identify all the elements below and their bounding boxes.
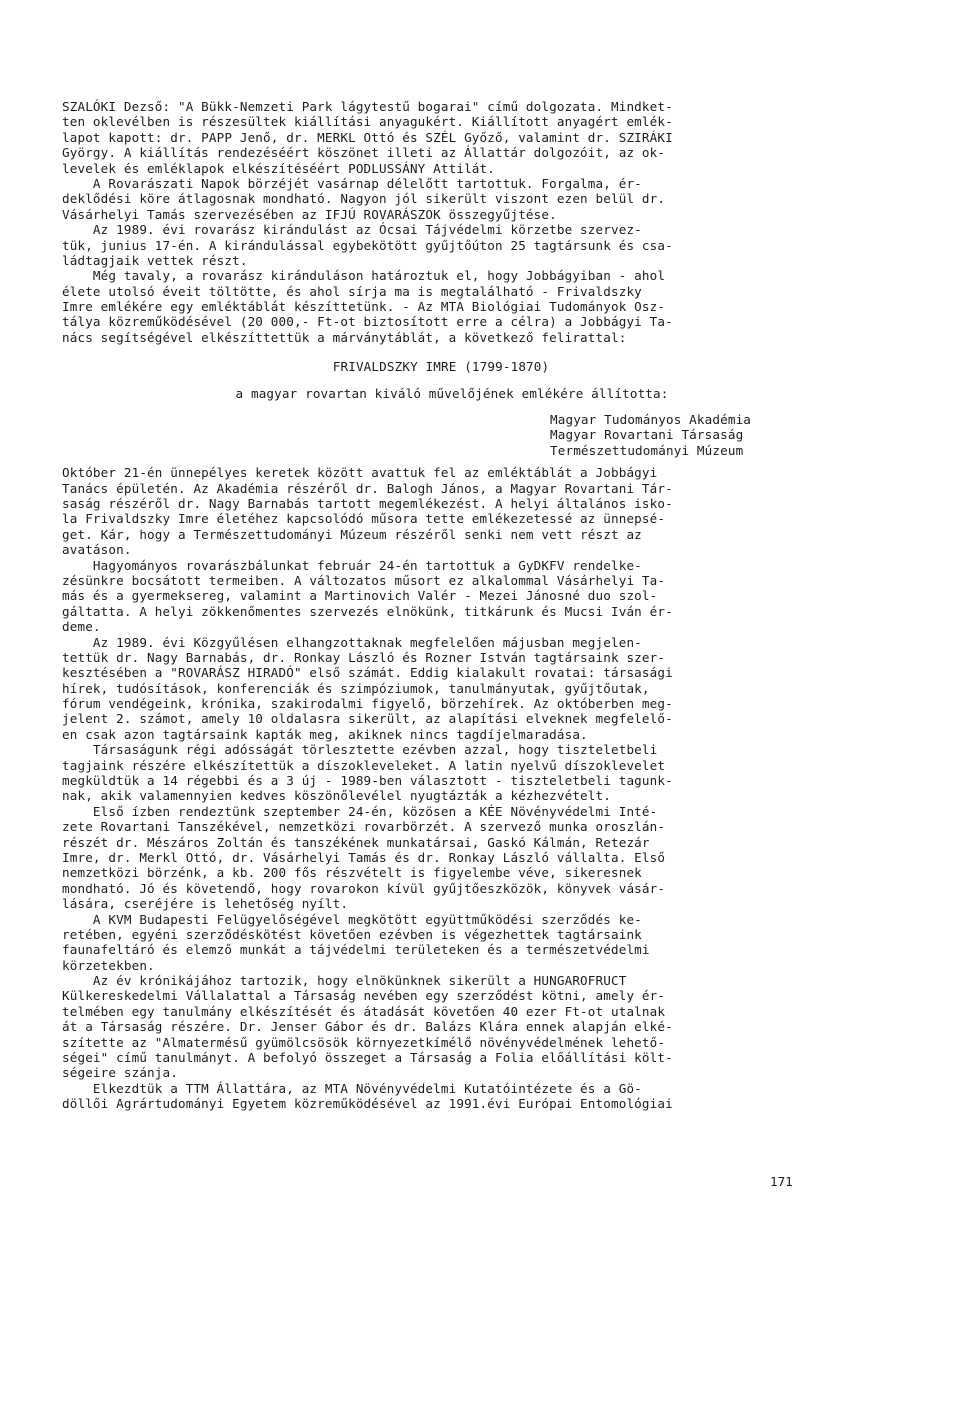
inscription-dedication: a magyar rovartan kiváló művelőjének emlékére állította:	[235, 385, 669, 401]
text-line: körzetekben.	[62, 957, 155, 973]
text-line: Imre emlékére egy emléktáblát készíttetünk. - Az MTA Biológiai Tudományok Osz-	[62, 299, 666, 315]
text-line: Tanács épületén. Az Akadémia részéről dr. Balogh János, a Magyar Rovartani Tár-	[62, 480, 673, 496]
text-block-after	[62, 465, 820, 1111]
text-line: faunafeltáró és elemző munkát a tájvédelmi területeken és a természetvédelmi	[62, 942, 650, 958]
text-line: levelek és emléklapok elkészítéséért PODLUSSÁNY Attilát.	[62, 160, 495, 176]
inscription-signatories	[550, 412, 820, 458]
text-line: Imre, dr. Merkl Ottó, dr. Vásárhelyi Tamás és dr. Ronkay László vállalta. Első	[62, 849, 666, 865]
text-line: Társaságunk régi adósságát törlesztette ezévben azzal, hogy tiszteletbeli	[62, 742, 658, 758]
text-line: tagjaink részére elkészítettük a díszokleveleket. A latin nyelvű díszoklevelet	[62, 757, 666, 773]
text-line: lására, cseréjére is lehetőség nyílt.	[62, 896, 349, 912]
text-line: Első ízben rendeztünk szeptember 24-én, közösen a KÉE Növényvédelmi Inté-	[62, 803, 658, 819]
text-line: en csak azon tagtársaink kapták meg, akiknek nincs tagdíjelmaradása.	[62, 726, 588, 742]
text-line: mondható. Jó és követendő, hogy rovarokon kívül gyűjtőeszközök, könyvek vásár-	[62, 880, 666, 896]
text-line: jelent 2. számot, amely 10 oldalasra sikerült, az alapítási elveknek megfelelő-	[62, 711, 673, 727]
text-line: deklődési köre átlagosnak mondható. Nagyon jól sikerült viszont ezen belül dr.	[62, 191, 666, 207]
text-line: Hagyományos rovarászbálunkat február 24-én tartottuk a GyDKFV rendelke-	[62, 557, 642, 573]
text-line: get. Kár, hogy a Természettudományi Múzeum részéről senki nem vett részt az	[62, 526, 642, 542]
text-line: élete utolsó éveit töltötte, és ahol sírja ma is megtalálható - Frivaldszky	[62, 283, 642, 299]
text-line: kesztésében a "ROVARÁSZ HIRADÓ" első számát. Eddig kialakult rovatai: társasági	[62, 665, 673, 681]
text-line: tük, junius 17-én. A kirándulással egybekötött gyűjtőúton 25 tagtársunk és csa-	[62, 237, 673, 253]
text-line: gáltatta. A helyi zökkenőmentes szervezés elnökünk, titkárunk és Mucsi Iván ér-	[62, 603, 673, 619]
text-line: döllői Agrártudományi Egyetem közreműködésével az 1991.évi Európai Entomológiai	[62, 1096, 673, 1112]
text-line: A Rovarászati Napok börzéjét vasárnap délelőtt tartottuk. Forgalma, ér-	[62, 175, 642, 191]
text-line: deme.	[62, 619, 101, 635]
text-line: nács segítségével elkészíttettük a márványtáblát, a következő felirattal:	[62, 329, 627, 345]
text-line: retében, egyéni szerződéskötést követően ezévben is végezhettek tagtársaink	[62, 926, 642, 942]
text-line: tettük dr. Nagy Barnabás, dr. Ronkay László és Rozner István tagtársaink szer-	[62, 649, 666, 665]
text-line: telmében egy tanulmány elkészítését és átadását követően 40 ezer Ft-ot utalnak	[62, 1003, 666, 1019]
text-line: ségeire szánja.	[62, 1065, 178, 1081]
signatory-line: Magyar Tudományos Akadémia	[550, 412, 752, 428]
text-line: nemzetközi börzénk, a kb. 200 fős részvételt is figyelembe véve, sikeresnek	[62, 865, 642, 881]
text-block-before	[62, 99, 820, 345]
text-line: ségei" című tanulmányt. A befolyó összeget a Társaság a Folia előállítási költ-	[62, 1050, 673, 1066]
text-line: avatáson.	[62, 542, 132, 558]
text-line: ládtagjaik vettek részt.	[62, 252, 248, 268]
text-line: SZALÓKI Dezső: "A Bükk-Nemzeti Park lágytestű bogarai" című dolgozata. Mindket-	[62, 99, 673, 114]
signatory-line: Magyar Rovartani Társaság	[550, 427, 744, 443]
document-page	[62, 99, 820, 1112]
text-line: fórum vendégeink, krónika, szakirodalmi figyelő, börzehírek. Az októberben meg-	[62, 696, 673, 712]
text-line: zésünkre bocsátott termeiben. A változatos műsort ez alkalommal Vásárhelyi Ta-	[62, 572, 666, 588]
text-line: Az 1989. évi Közgyűlésen elhangzottaknak megfelelően májusban megjelen-	[62, 634, 642, 650]
text-line: György. A kiállítás rendezéséért köszönet illeti az Állattár dolgozóit, az ok-	[62, 145, 666, 161]
text-line: tálya közreműködésével (20 000,- Ft-ot biztosított erre a célra) a Jobbágyi Ta-	[62, 314, 673, 330]
text-line: Még tavaly, a rovarász kiránduláson határoztuk el, hogy Jobbágyiban - ahol	[62, 268, 666, 284]
signatory-line: Természettudományi Múzeum	[550, 442, 744, 458]
text-line: Vásárhelyi Tamás szervezésében az IFJÚ ROVARÁSZOK összegyűjtése.	[62, 206, 557, 222]
text-line: hírek, tudósítások, konferenciák és szimpóziumok, tanulmányutak, gyűjtőutak,	[62, 680, 650, 696]
text-line: lapot kapott: dr. PAPP Jenő, dr. MERKL Ottó és SZÉL Győző, valamint dr. SZIRÁKI	[62, 129, 673, 145]
text-line: zete Rovartani Tanszékével, nemzetközi rovarbörzét. A szervező munka oroszlán-	[62, 819, 666, 835]
text-line: szítette az "Almatermésű gyümölcsösök környezetkímélő növényvédelmének lehető-	[62, 1034, 666, 1050]
text-line: megküldtük a 14 régebbi és a 3 új - 1989-ben választott - tiszteletbeli tagunk-	[62, 773, 673, 789]
inscription-title: FRIVALDSZKY IMRE (1799-1870)	[332, 359, 550, 375]
text-line: la Frivaldszky Imre életéhez kapcsolódó műsora tette emlékezetessé az ünnepsé-	[62, 511, 666, 527]
text-line: más és a gyermeksereg, valamint a Martinovich Valér - Mezei Jánosné duo szol-	[62, 588, 658, 604]
text-line: saság részéről dr. Nagy Barnabás tartott megemlékezést. A helyi általános isko-	[62, 495, 673, 511]
text-line: Október 21-én ünnepélyes keretek között avattuk fel az emléktáblát a Jobbágyi	[62, 465, 658, 481]
text-line: nak, akik valamennyien kedves köszönőlevélel nyugtázták a kézhezvételt.	[62, 788, 611, 804]
text-line: részét dr. Mészáros Zoltán és tanszékének munkatársai, Gaskó Kálmán, Retezár	[62, 834, 650, 850]
text-line: át a Társaság részére. Dr. Jenser Gábor és dr. Balázs Klára ennek alapján elké-	[62, 1019, 673, 1035]
page-number: 171	[770, 1174, 793, 1189]
text-line: Külkereskedelmi Vállalattal a Társaság nevében egy szerződést kötni, amely ér-	[62, 988, 666, 1004]
text-line: Elkezdtük a TTM Állattára, az MTA Növényvédelmi Kutatóintézete és a Gö-	[62, 1080, 642, 1096]
text-line: Az 1989. évi rovarász kirándulást az Ócsai Tájvédelmi körzetbe szervez-	[62, 222, 642, 238]
text-line: Az év krónikájához tartozik, hogy elnökünknek sikerült a HUNGAROFRUCT	[62, 973, 627, 989]
text-line: A KVM Budapesti Felügyelőségével megkötött együttműködési szerződés ke-	[62, 911, 642, 927]
text-line: ten oklevélben is részesültek kiállítási anyagukért. Kiállított anyagért emlék-	[62, 114, 673, 130]
